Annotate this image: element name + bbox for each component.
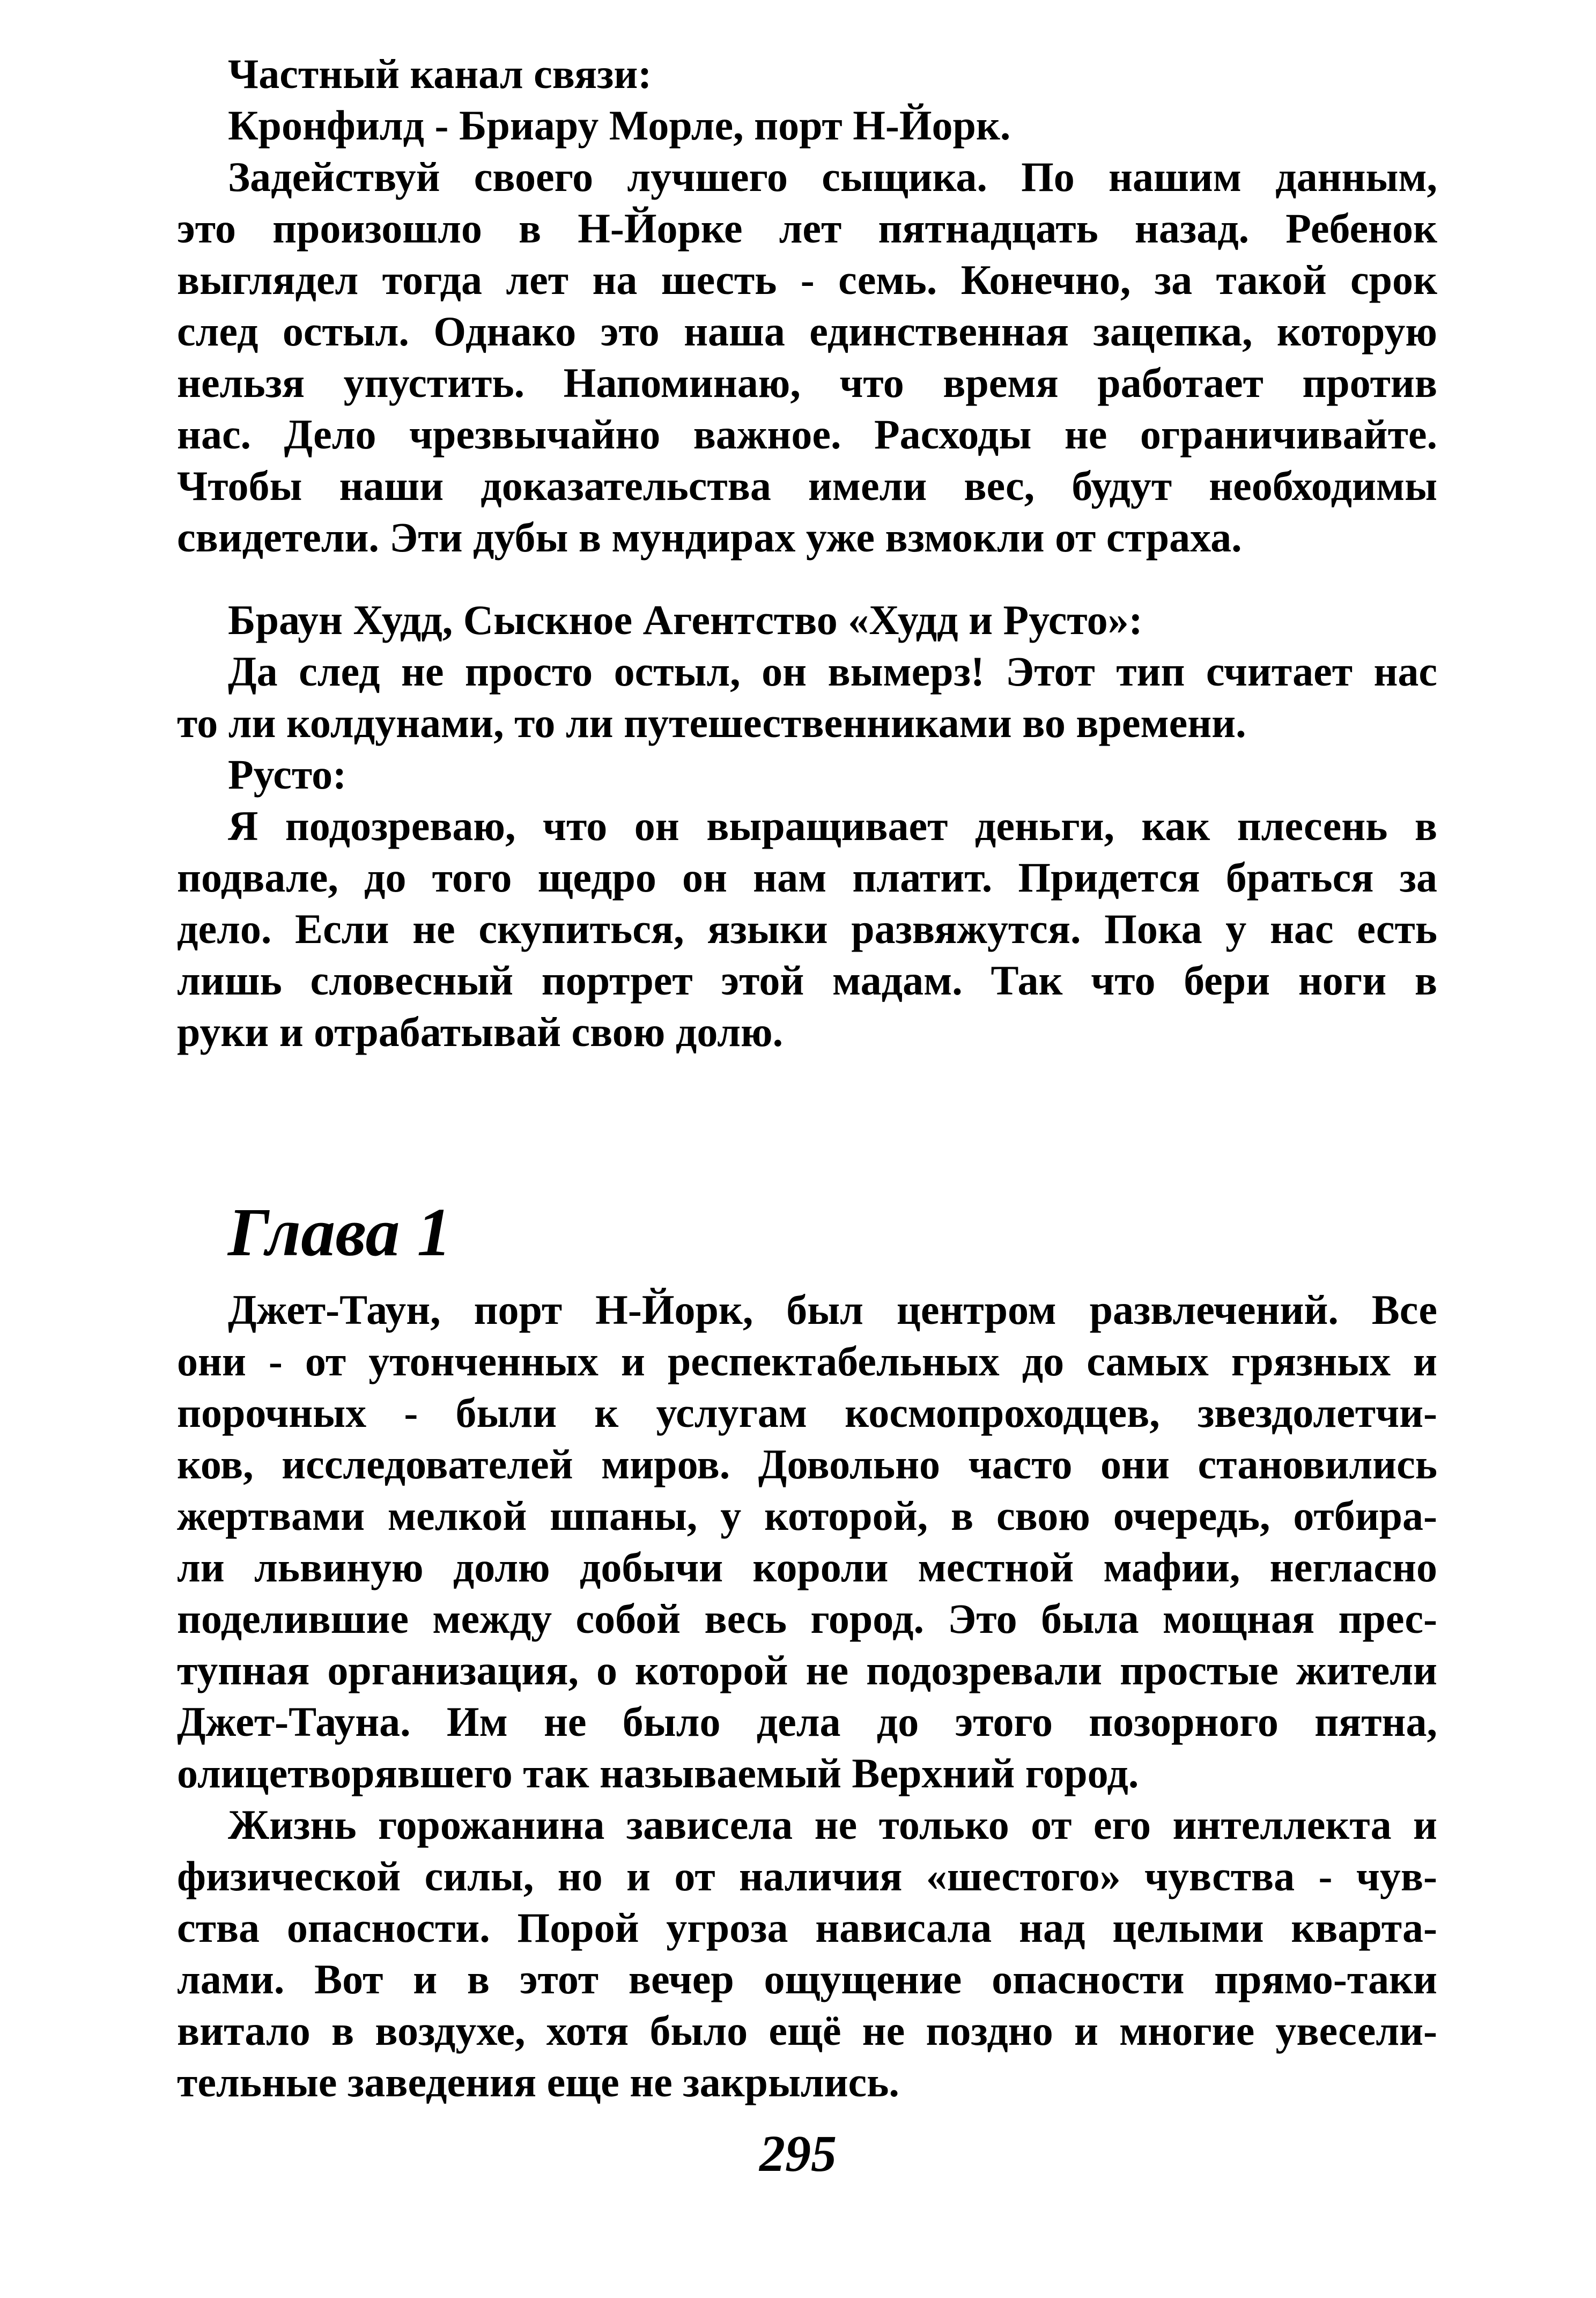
text-line: это произошло в Н-Йорке лет пятнадцать назад. Ребенок [177, 205, 1437, 252]
text-line: поделившие между собой весь город. Это была мощная прес- [177, 1595, 1437, 1642]
text-line: тельные заведения еще не закрылись. [177, 2059, 899, 2105]
section-gap [177, 563, 1437, 594]
text-line: Я подозреваю, что он выращивает деньги, как плесень в [228, 802, 1437, 849]
text-line: Да след не просто остыл, он вымерз! Этот тип считает нас [228, 648, 1437, 695]
text-line: то ли колдунами, то ли путешественниками во времени. [177, 699, 1246, 746]
page-number: 295 [759, 2125, 837, 2182]
text-line: ков, исследователей миров. Довольно часто они становились [177, 1441, 1437, 1487]
text-line: руки и отрабатывай свою долю. [177, 1008, 784, 1055]
text-line: Джет-Таун, порт Н-Йорк, был центром развлечений. Все [228, 1286, 1437, 1333]
text-line: они - от утонченных и респектабельных до самых грязных и [177, 1338, 1437, 1384]
text-line: Чтобы наши доказательства имели вес, будут необходимы [177, 462, 1437, 509]
text-line: ли львиную долю добычи короли местной мафии, негласно [177, 1544, 1437, 1590]
text-line: выглядел тогда лет на шесть - семь. Конечно, за такой срок [177, 256, 1437, 303]
text-line: витало в воздухе, хотя было ещё не поздно и многие увесели- [177, 2007, 1437, 2054]
text-line: олицетворявшего так называемый Верхний город. [177, 1750, 1139, 1796]
text-line: ства опасности. Порой угроза нависала над целыми кварта- [177, 1904, 1437, 1951]
text-line: след остыл. Однако это наша единственная зацепка, которую [177, 308, 1437, 355]
text-line: нас. Дело чрезвычайно важное. Расходы не ограничивайте. [177, 411, 1437, 458]
text-line: нельзя упустить. Напоминаю, что время работает против [177, 359, 1437, 406]
page-body [177, 48, 1437, 2108]
text-line: жертвами мелкой шпаны, у которой, в свою очередь, отбира- [177, 1492, 1437, 1539]
message-route: Кронфилд - Бриару Морле, порт Н-Йорк. [228, 102, 1011, 149]
text-line: дело. Если не скупиться, языки развяжутся. Пока у нас есть [177, 905, 1437, 952]
section-gap [177, 1058, 1437, 1192]
text-line: Жизнь горожанина зависела не только от его интеллекта и [228, 1801, 1437, 1848]
text-line: тупная организация, о которой не подозревали простые жители [177, 1647, 1437, 1693]
text-line: физической силы, но и от наличия «шестого» чувства - чув- [177, 1853, 1437, 1899]
channel-header: Частный канал связи: [228, 50, 652, 97]
speaker-label: Русто: [228, 751, 347, 798]
text-line: Задействуй своего лучшего сыщика. По нашим данным, [228, 153, 1437, 200]
text-line: свидетели. Эти дубы в мундирах уже взмокли от страха. [177, 514, 1242, 561]
text-line: лами. Вот и в этот вечер ощущение опасности прямо-таки [177, 1956, 1437, 2002]
text-line: лишь словесный портрет этой мадам. Так что бери ноги в [177, 957, 1437, 1004]
text-line: Джет-Тауна. Им не было дела до этого позорного пятна, [177, 1698, 1437, 1745]
text-line: подвале, до того щедро он нам платит. Придется браться за [177, 854, 1437, 901]
chapter-title: Глава 1 [228, 1194, 452, 1270]
speaker-label: Браун Худд, Сыскное Агентство «Худд и Русто»: [228, 596, 1143, 643]
text-line: порочных - были к услугам космопроходцев, звездолетчи- [177, 1389, 1437, 1436]
